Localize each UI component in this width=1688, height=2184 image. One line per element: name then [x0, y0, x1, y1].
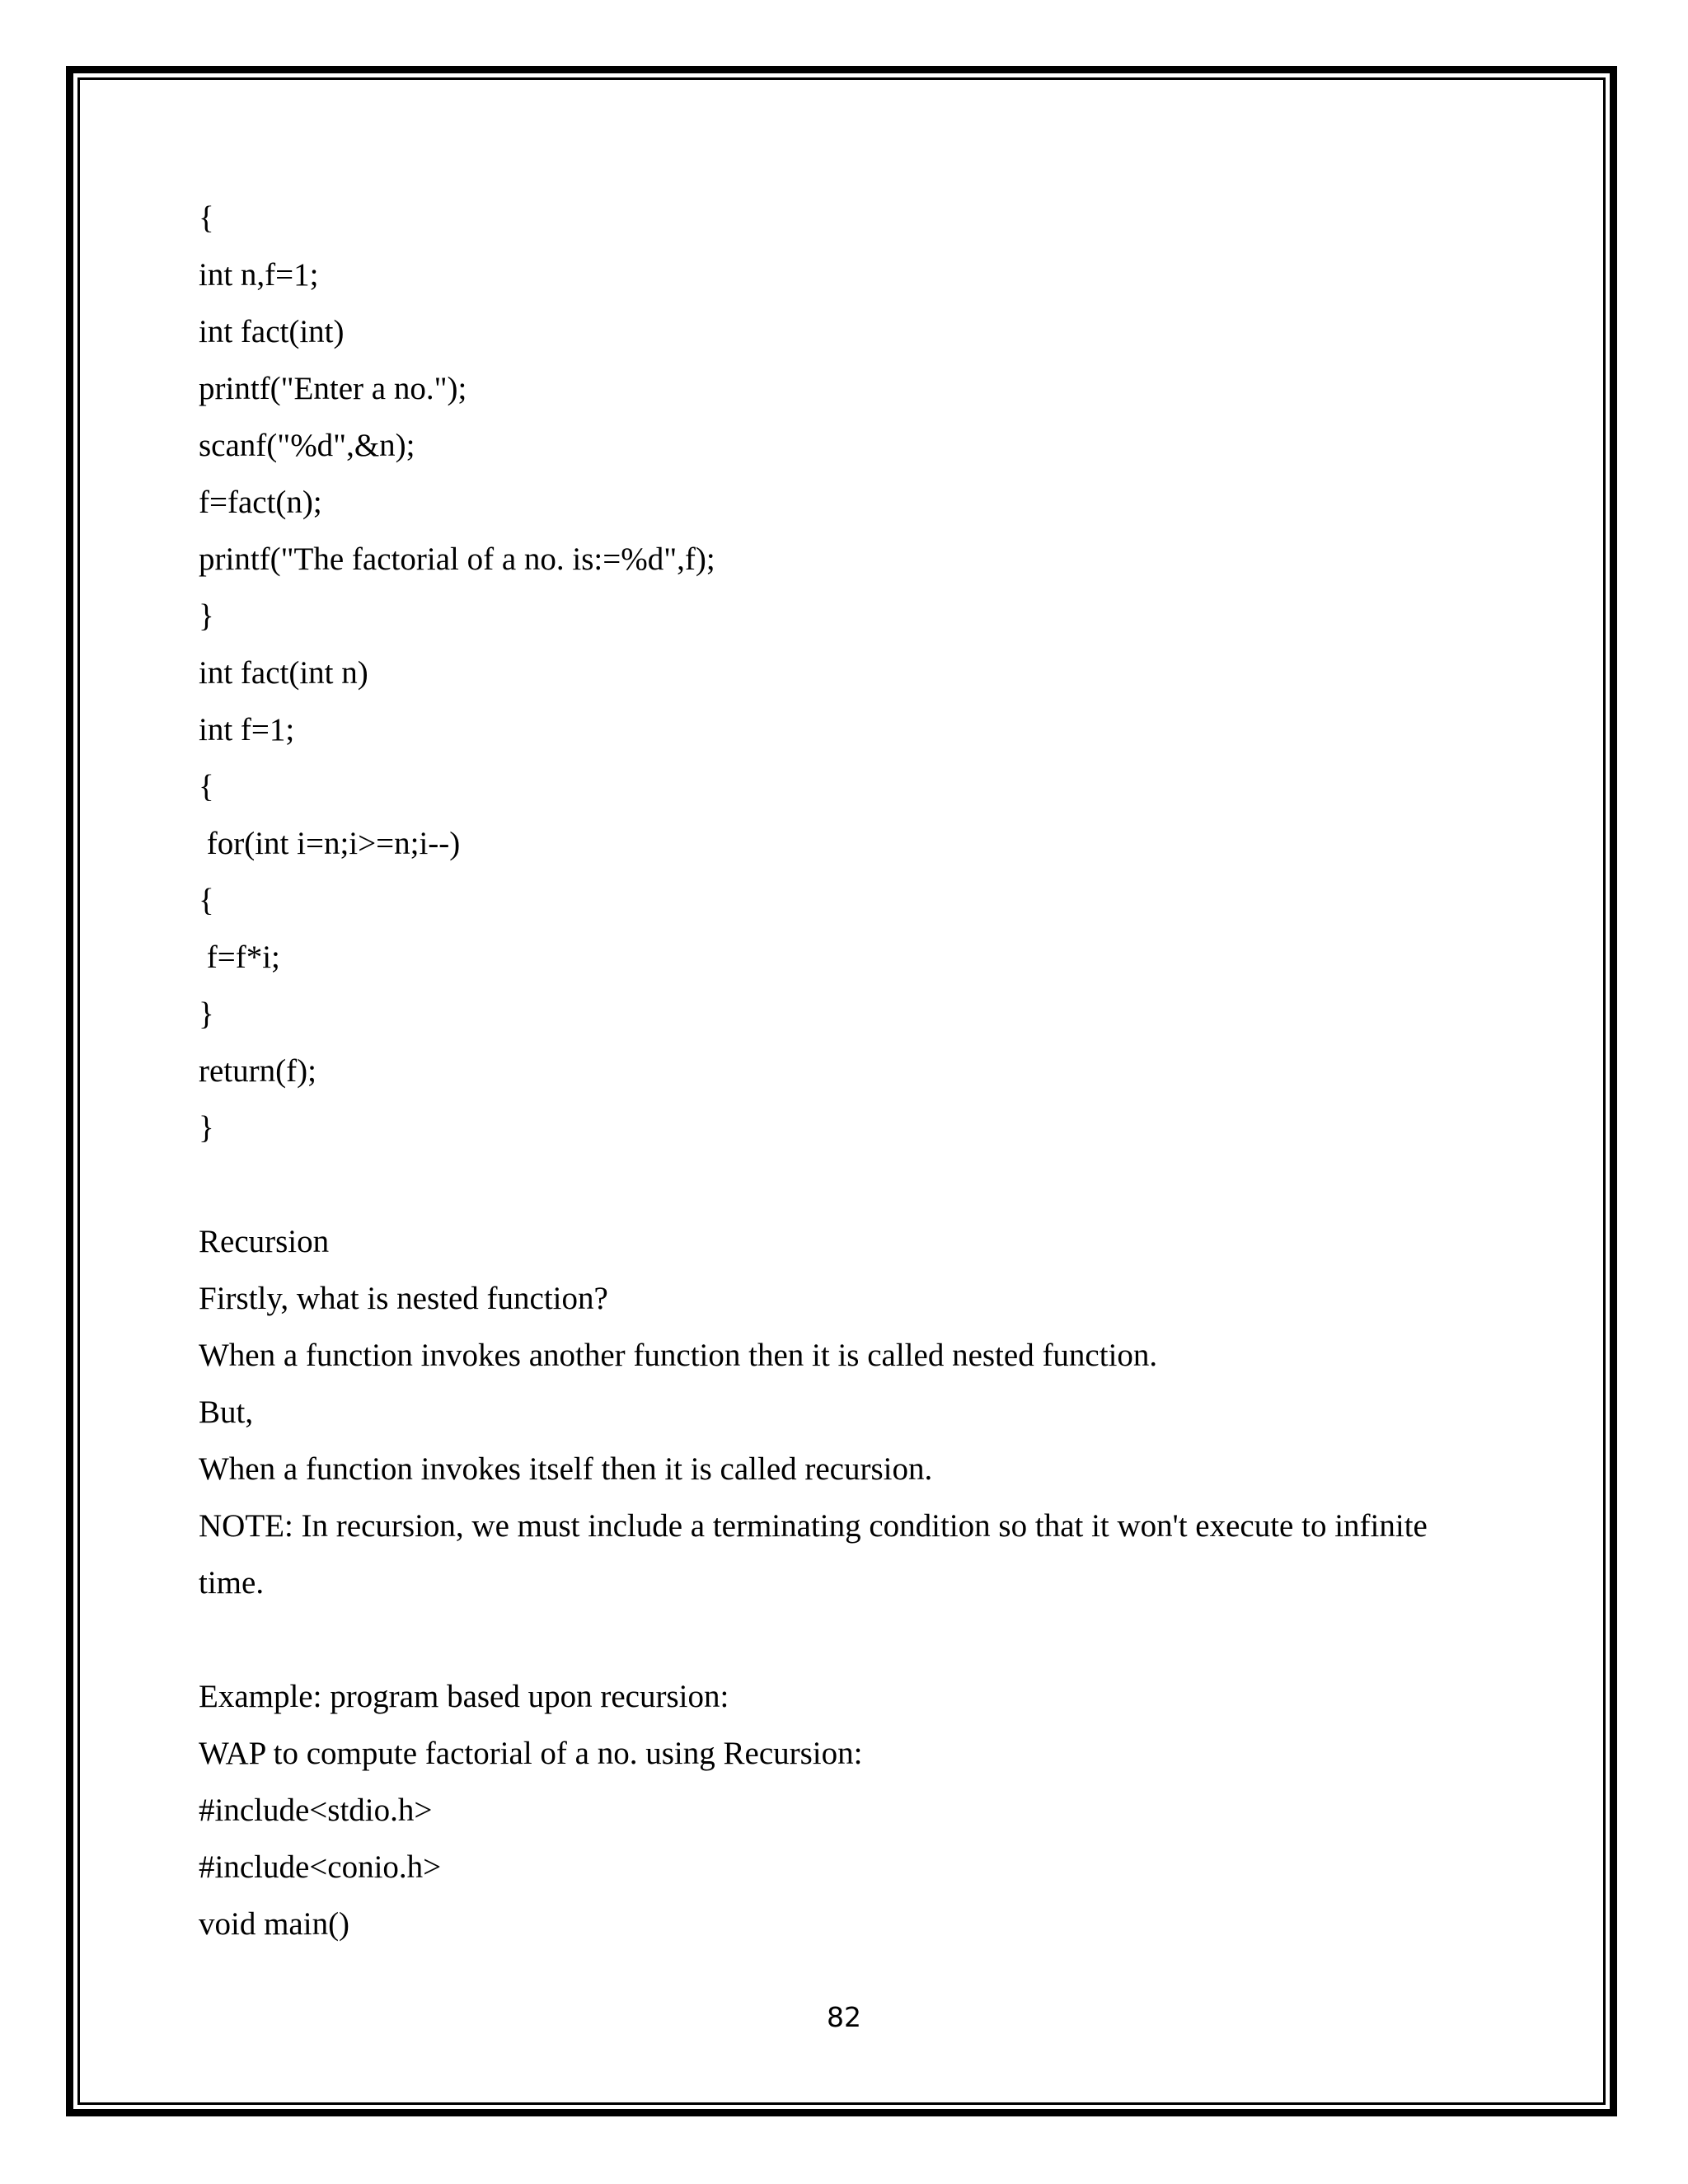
spacer [199, 1611, 1517, 1668]
example-section [199, 1668, 1517, 1952]
example-title: Example: program based upon recursion: [199, 1679, 729, 1714]
note-line: time. [199, 1565, 265, 1601]
code-block-factorial [199, 190, 1517, 1156]
code-line: { [199, 883, 214, 918]
code-line: } [199, 1110, 214, 1146]
paragraph-line: WAP to compute factorial of a no. using Recursion: [199, 1736, 863, 1771]
code-line: int n,f=1; [199, 257, 319, 293]
code-line: { [199, 200, 214, 236]
code-line: return(f); [199, 1053, 316, 1089]
code-line: printf("The factorial of a no. is:=%d",f); [199, 541, 715, 577]
page-number: 82 [827, 2001, 861, 2033]
code-line: int fact(int n) [199, 655, 368, 691]
section-heading: Recursion [199, 1224, 330, 1259]
paragraph-line: When a function invokes itself then it is called recursion. [199, 1451, 933, 1487]
code-line: for(int i=n;i>=n;i--) [199, 826, 461, 861]
paragraph-line: When a function invokes another function then it is called nested function. [199, 1338, 1158, 1373]
code-line: int f=1; [199, 712, 295, 748]
code-line: } [199, 598, 214, 634]
code-line: f=fact(n); [199, 485, 322, 520]
code-line: int fact(int) [199, 314, 345, 349]
note-line: NOTE: In recursion, we must include a terminating condition so that it won't execute to infinite [199, 1508, 1428, 1544]
code-line: scanf("%d",&n); [199, 428, 415, 463]
code-line: { [199, 769, 214, 804]
page-content [199, 190, 1517, 1952]
spacer [199, 1156, 1517, 1213]
paragraph-line: But, [199, 1394, 254, 1430]
code-line: printf("Enter a no."); [199, 371, 467, 406]
code-line: void main() [199, 1906, 350, 1942]
paragraph-line: Firstly, what is nested function? [199, 1281, 608, 1316]
code-line: } [199, 996, 214, 1032]
code-line: f=f*i; [199, 940, 280, 975]
code-line: #include<stdio.h> [199, 1793, 433, 1828]
code-line: #include<conio.h> [199, 1849, 442, 1885]
recursion-section [199, 1213, 1517, 1611]
